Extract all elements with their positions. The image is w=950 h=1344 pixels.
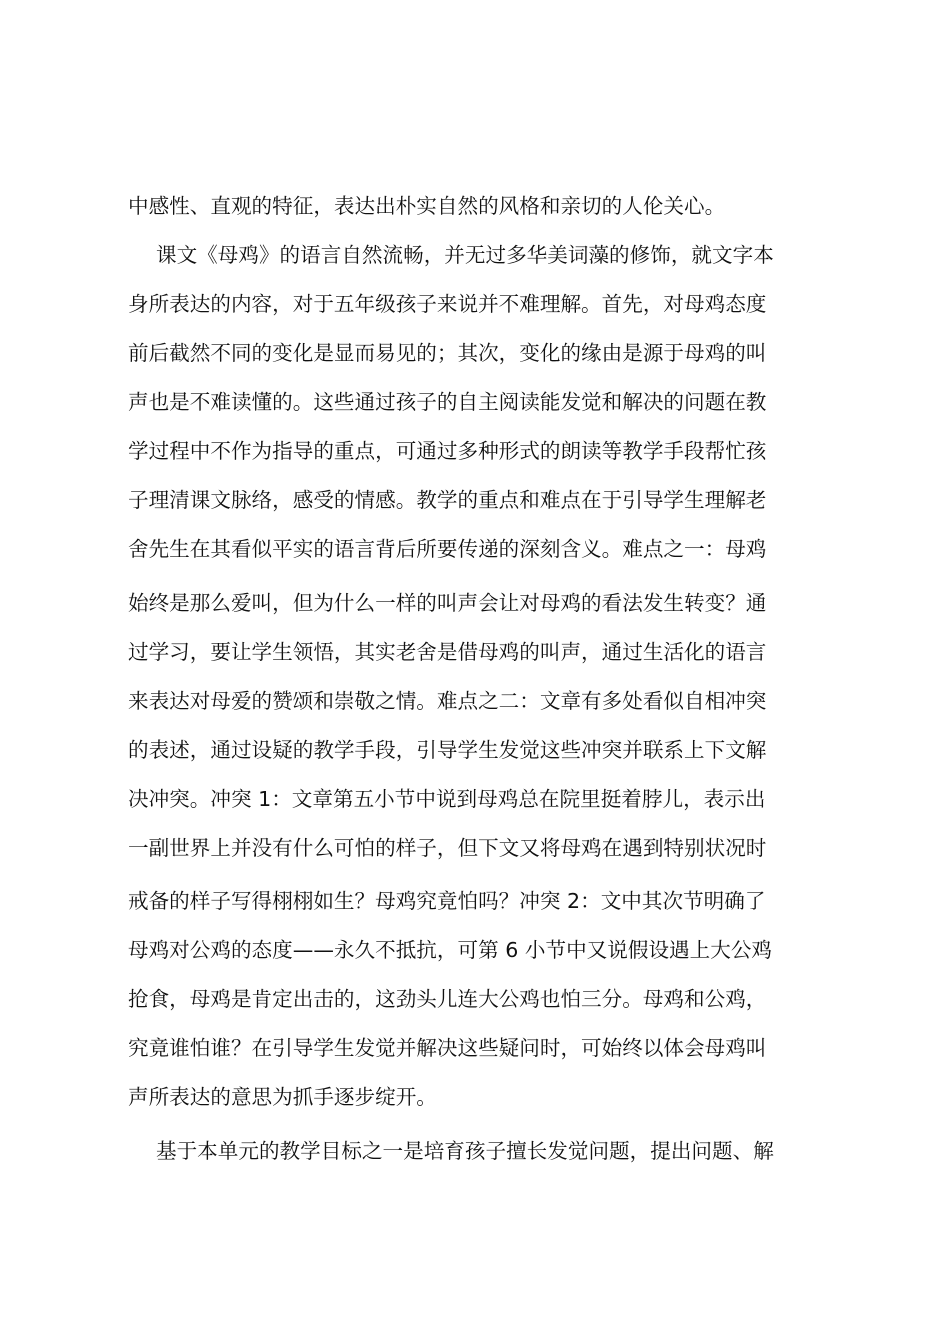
text-line-19: 声所表达的意思为抓手逐步绽开。 xyxy=(128,1085,437,1109)
text-line-16: 母鸡对公鸡的态度——永久不抵抗，可第 6 小节中又说假设遇上大公鸡 xyxy=(128,938,773,962)
text-line-17: 抢食，母鸡是肯定出击的，这劲头儿连大公鸡也怕三分。母鸡和公鸡， xyxy=(128,987,767,1011)
text-line-7: 子理清课文脉络，感受的情感。教学的重点和难点在于引导学生理解老 xyxy=(128,488,767,512)
text-line-11: 来表达对母爱的赞颂和崇敬之情。难点之二：文章有多处看似自相冲突 xyxy=(128,689,767,713)
text-line-9: 始终是那么爱叫，但为什么一样的叫声会让对母鸡的看法发生转变？通 xyxy=(128,591,767,615)
text-line-6: 学过程中不作为指导的重点，可通过多种形式的朗读等教学手段帮忙孩 xyxy=(128,439,767,463)
text-line-20: 基于本单元的教学目标之一是培育孩子擅长发觉问题，提出问题、解 xyxy=(156,1139,774,1163)
text-line-2: 课文《母鸡》的语言自然流畅，并无过多华美词藻的修饰，就文字本 xyxy=(156,243,774,267)
text-line-15: 戒备的样子写得栩栩如生？母鸡究竟怕吗？冲突 2：文中其次节明确了 xyxy=(128,889,766,913)
text-line-1: 中感性、直观的特征，表达出朴实自然的风格和亲切的人伦关心。 xyxy=(128,194,726,218)
text-line-4: 前后截然不同的变化是显而易见的；其次，变化的缘由是源于母鸡的叫 xyxy=(128,341,767,365)
text-line-13: 决冲突。冲突 1：文章第五小节中说到母鸡总在院里挺着脖儿，表示出 xyxy=(128,787,766,811)
text-line-10: 过学习，要让学生领悟，其实老舍是借母鸡的叫声，通过生活化的语言 xyxy=(128,640,767,664)
text-line-3: 身所表达的内容，对于五年级孩子来说并不难理解。首先，对母鸡态度 xyxy=(128,292,767,316)
text-line-8: 舍先生在其看似平实的语言背后所要传递的深刻含义。难点之一：母鸡 xyxy=(128,537,767,561)
text-line-14: 一副世界上并没有什么可怕的样子，但下文又将母鸡在遇到特别状况时 xyxy=(128,836,767,860)
text-line-12: 的表述，通过设疑的教学手段，引导学生发觉这些冲突并联系上下文解 xyxy=(128,738,767,762)
text-line-5: 声也是不难读懂的。这些通过孩子的自主阅读能发觉和解决的问题在教 xyxy=(128,390,767,414)
text-line-18: 究竟谁怕谁？在引导学生发觉并解决这些疑问时，可始终以体会母鸡叫 xyxy=(128,1036,767,1060)
